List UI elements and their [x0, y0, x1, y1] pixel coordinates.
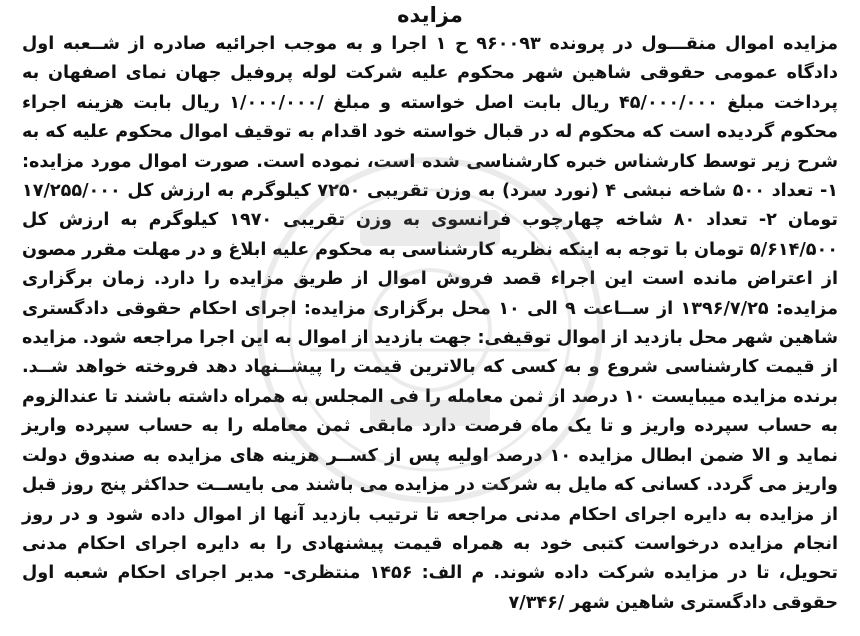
notice-title: مزایده	[397, 3, 463, 27]
notice-body: مزایده اموال منقـــول در پرونده ۹۶۰۰۹۳ ح ۱ اجرا و به موجب اجرائیه صادره از شــعبه اول دادگاه عمومی حقوقی شاهین شهر محکوم علیه شرکت لوله پروفیل جهان نمای اصفهان به پرداخت مبلغ ۴۵/۰۰۰/۰۰۰ ریال بابت اصل خواسته و مبلغ /۱/۰۰۰/۰۰۰ ریال بابت هزینه اجراء محکوم گردیده است که محکوم له در قبال خواسته خود اقدام به توقیف اموال محکوم علیه که به شرح زیر توسط کارشناس خبره کارشناسی شده است، نموده است. صورت اموال مورد مزایده: ۱- تعداد ۵۰۰ شاخه نبشی ۴ (نورد سرد) به وزن تقریبی ۷۲۵۰ کیلوگرم به ارزش کل ۱۷/۲۵۵/۰۰۰ تومان ۲- تعداد ۸۰ شاخه چهارچوب فرانسوی به وزن تقریبی ۱۹۷۰ کیلوگرم به ارزش کل ۵/۶۱۴/۵۰۰ تومان با توجه به اینکه نظریه کارشناسی به محکوم علیه ابلاغ و در مهلت مقرر مصون از اعتراض مانده است این اجراء قصد فروش اموال از طریق مزایده را دارد. زمان برگزاری مزایده: ۱۳۹۶/۷/۲۵ از ســاعت ۹ الی ۱۰ محل برگزاری مزایده: اجرای احکام حقوقی دادگستری شاهین شهر محل بازدید از اموال توقیفی: جهت بازدید از اموال به این اجرا مراجعه شود. مزایده از قیمت کارشناسی شروع و به کسی که بالاترین قیمت را پیشــنهاد دهد فروخته خواهد شــد. برنده مزایده میبایست ۱۰ درصد از ثمن معامله را فی المجلس به همراه داشته باشند تا عندالزوم به حساب سپرده واریز و تا یک ماه فرصت دارد مابقی ثمن معامله را به حساب سپرده واریز نماید و الا ضمن ابطال مزایده ۱۰ درصد اولیه پس از کســر هزینه های مزایده به صندوق دولت واریز می گردد. کسانی که مایل به شرکت در مزایده می باشند می بایســت حداکثر پنج روز قبل از مزایده به دایره اجرای احکام مدنی مراجعه تا ترتیب بازدید آنها از اموال داده شود و در روز انجام مزایده درخواست کتبی خود به همراه قیمت پیشنهادی را به دایره اجرای احکام مدنی تحویل، تا در مزایده شرکت داده شوند. م الف: ۱۴۵۶ منتظری- مدیر اجرای احکام شعبه اول حقوقی دادگستری شاهین شهر /۷/۳۴۶	[22, 34, 839, 613]
